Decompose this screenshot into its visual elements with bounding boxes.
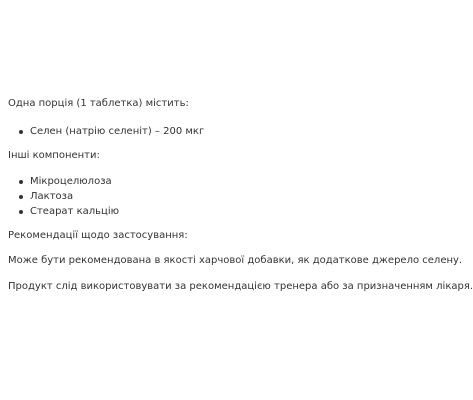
serving-list <box>8 124 396 139</box>
recommendation-paragraph: Може бути рекомендована в якості харчової добавки, як додаткове джерело селену. <box>8 255 463 266</box>
list-item: Стеарат кальцію <box>30 204 396 219</box>
recommendations-heading: Рекомендації щодо застосування: <box>8 230 188 241</box>
list-item: Селен (натрію селеніт) – 200 мкг <box>30 124 396 139</box>
product-description <box>8 97 473 294</box>
other-components-heading: Інші компоненти: <box>8 150 100 161</box>
list-item: Лактоза <box>30 189 396 204</box>
recommendation-paragraph: Продукт слід використовувати за рекомендацією тренера або за призначенням лікаря. <box>8 281 473 292</box>
list-item: Мікроцелюлоза <box>30 174 396 189</box>
serving-heading: Одна порція (1 таблетка) містить: <box>8 98 189 109</box>
other-components-list <box>8 174 396 219</box>
